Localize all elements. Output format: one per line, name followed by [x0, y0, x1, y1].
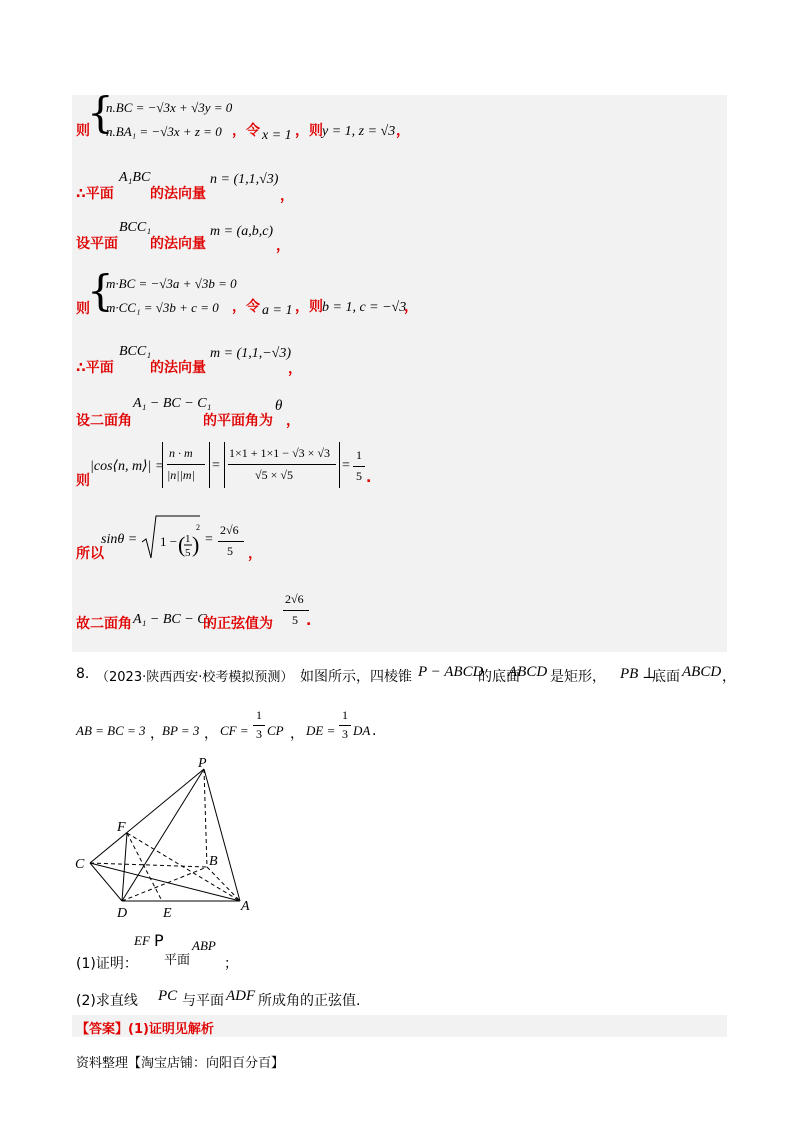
part1-end: ； — [224, 956, 238, 972]
cf-frac-line — [253, 725, 265, 726]
dihedral-a1-bc-c1: A₁ − BC − C₁ — [133, 396, 212, 411]
answer-label: 【答案】(1)证明见解析 — [76, 1022, 214, 1037]
svg-text:): ) — [192, 532, 200, 557]
left-brace-2: { — [87, 266, 114, 315]
sin-numerator: 2√6 — [220, 523, 239, 537]
edge-pa — [204, 769, 240, 901]
m-vector-value: m = (1,1,−√3) — [210, 346, 292, 361]
comma-4: ， — [404, 299, 418, 315]
de-frac-den: 3 — [342, 727, 348, 741]
part2-end: 所成角的正弦值. — [258, 993, 361, 1009]
text-ze-3: 则 — [76, 301, 90, 317]
part1-ef: EF — [134, 933, 150, 948]
text-ling-2: ，令 — [232, 299, 260, 315]
question-text-1: 如图所示，四棱锥 — [300, 669, 412, 685]
cos-mid-numerator: 1×1 + 1×1 − √3 × √3 — [229, 446, 331, 460]
theta-symbol: θ — [275, 398, 283, 414]
segment-db — [122, 867, 207, 901]
condition-bp: BP = 3 — [162, 723, 200, 738]
period-1: . — [366, 470, 372, 486]
part1-prefix: (1)证明： — [76, 956, 138, 972]
base-name-2: ABCD — [682, 664, 722, 680]
comma-2: ， — [280, 188, 294, 204]
part2-prefix: (2)求直线 — [76, 993, 138, 1009]
segment-fe — [127, 833, 162, 901]
comma-3: ， — [276, 238, 290, 254]
question-text-3: 是矩形， — [550, 669, 606, 685]
label-f: F — [117, 820, 126, 835]
edge-cd — [90, 863, 122, 901]
label-p: P — [198, 756, 207, 771]
part2-pc: PC — [158, 988, 178, 1004]
comma-6: ， — [286, 413, 300, 429]
dihedral-a1-bc-c1-2: A₁ − BC − C₁ — [133, 612, 212, 627]
m-vector-general: m = (a,b,c) — [210, 224, 274, 239]
condition-ab-bc: AB = BC = 3 — [76, 723, 146, 738]
cos-expression: |cos⟨n, m⟩| = — [90, 459, 165, 474]
label-b: B — [209, 854, 218, 869]
plane-bcc1: BCC₁ — [119, 220, 152, 235]
label-a: A — [241, 899, 250, 914]
footer-text: 资料整理【淘宝店铺：向阳百分百】 — [76, 1056, 285, 1071]
sin-frac-five: 5 — [185, 547, 191, 559]
text-plane-angle-is: 的平面角为 — [203, 413, 273, 429]
part1-abp: ABP — [192, 938, 216, 953]
text-ze-2: ，则 — [295, 123, 323, 139]
base-name: ABCD — [508, 664, 548, 680]
label-d: D — [117, 906, 128, 921]
text-normal-vector-3: 的法向量 — [150, 360, 206, 376]
part2-mid: 与平面 — [182, 993, 224, 1009]
label-e: E — [163, 906, 172, 921]
cf-frac-num: 1 — [256, 708, 262, 722]
text-suoyi: 所以 — [76, 546, 104, 562]
text-therefore-plane-1: ∴平面 — [76, 186, 114, 202]
text-sine-value-is: 的正弦值为 — [203, 616, 273, 632]
cf-frac-den: 3 — [256, 727, 262, 741]
cos-mid-denominator: √5 × √5 — [255, 468, 293, 482]
x-equals-1: x = 1 — [262, 128, 292, 143]
plane-a1bc: A₁BC — [119, 170, 151, 185]
question-number: 8. — [76, 666, 90, 682]
label-c: C — [75, 857, 85, 872]
pb-perp: PB ⊥ — [620, 666, 657, 682]
equation-m-cc1: m·CC₁ = √3b + c = 0 — [106, 300, 219, 315]
b-c-values: b = 1, c = −√3 — [322, 300, 407, 315]
sqrt-one-minus-fifth-squared — [140, 512, 202, 562]
text-gu-dihedral: 故二面角 — [76, 616, 132, 632]
equation-m-bc: m·BC = −√3a + √3b = 0 — [106, 276, 237, 291]
edge-cb — [90, 863, 207, 867]
n-vector-value: n = (1,1,√3) — [210, 172, 279, 187]
text-ling-1: ，令 — [232, 123, 260, 139]
sin-denominator: 5 — [227, 544, 233, 558]
svg-text:2: 2 — [196, 523, 200, 532]
text-set-plane: 设平面 — [76, 236, 118, 252]
edge-pb — [204, 769, 207, 867]
cos-frac-numerator: n · m — [169, 446, 193, 460]
y-z-values: y = 1, z = √3 — [322, 124, 396, 139]
one-fifth-numerator: 1 — [356, 448, 362, 462]
de-frac-num: 1 — [342, 708, 348, 722]
sin-frac-line — [218, 541, 244, 542]
answer-bar — [72, 1015, 727, 1037]
text-ze-1: 则 — [76, 123, 90, 139]
question-text-4: 底面 — [652, 669, 680, 685]
end-period: . — [372, 723, 377, 739]
sep-1: ， — [150, 726, 164, 742]
equals-sign-2: = — [342, 458, 350, 473]
de-frac-line — [339, 725, 351, 726]
pyramid-name: P − ABCD — [418, 664, 484, 680]
a-equals-1: a = 1 — [262, 303, 293, 318]
text-set-dihedral: 设二面角 — [76, 413, 132, 429]
final-numerator: 2√6 — [285, 592, 304, 606]
question-source: （2023·陕西西安·校考模拟预测） — [96, 670, 294, 685]
cos-frac-line — [167, 464, 205, 465]
edge-pc — [90, 769, 204, 863]
condition-cf-pre: CF = — [220, 723, 249, 738]
text-normal-vector-1: 的法向量 — [150, 186, 206, 202]
svg-text:1 −: 1 − — [160, 534, 178, 549]
one-fifth-line — [353, 466, 365, 467]
plane-bcc1-2: BCC₁ — [119, 344, 152, 359]
part1-parallel: P — [154, 931, 164, 950]
part1-plane: 平面 — [164, 953, 191, 968]
question-text-5: ， — [722, 669, 736, 685]
equals-sign-3: = — [205, 532, 213, 547]
cos-mid-abs-bars — [224, 442, 340, 488]
period-2: . — [306, 613, 312, 629]
cos-mid-frac-line — [228, 464, 336, 465]
text-ze-4: ，则 — [295, 299, 323, 315]
part2-adf: ADF — [226, 988, 256, 1004]
left-brace-1: { — [87, 88, 114, 137]
sin-expression: sinθ = — [101, 532, 138, 547]
pyramid-figure — [70, 755, 260, 925]
final-frac-line — [283, 610, 309, 611]
text-normal-vector-2: 的法向量 — [150, 236, 206, 252]
one-fifth-denominator: 5 — [356, 469, 362, 483]
comma-1: ， — [396, 123, 410, 139]
comma-5: ， — [288, 361, 302, 377]
condition-de-post: DA — [353, 723, 371, 738]
segment-fd — [122, 833, 127, 901]
condition-de-pre: DE = — [306, 723, 336, 738]
cos-frac-denominator: |n||m| — [167, 468, 195, 482]
sep-3: ， — [290, 726, 304, 742]
final-denominator: 5 — [292, 613, 298, 627]
text-ze-5: 则 — [76, 473, 90, 489]
text-therefore-plane-2: ∴平面 — [76, 360, 114, 376]
svg-text:(: ( — [178, 532, 186, 557]
comma-7: ， — [248, 546, 262, 562]
sep-2: ， — [204, 726, 218, 742]
equals-sign-1: = — [212, 458, 220, 473]
equation-n-ba1: n.BA₁ = −√3x + z = 0 — [106, 124, 222, 139]
equation-n-bc: n.BC = −√3x + √3y = 0 — [106, 100, 233, 115]
question-text-2: 的底面 — [478, 669, 520, 685]
sin-frac-one: 1 — [185, 533, 191, 545]
cos-abs-bars — [162, 442, 210, 488]
condition-cf-post: CP — [267, 723, 284, 738]
